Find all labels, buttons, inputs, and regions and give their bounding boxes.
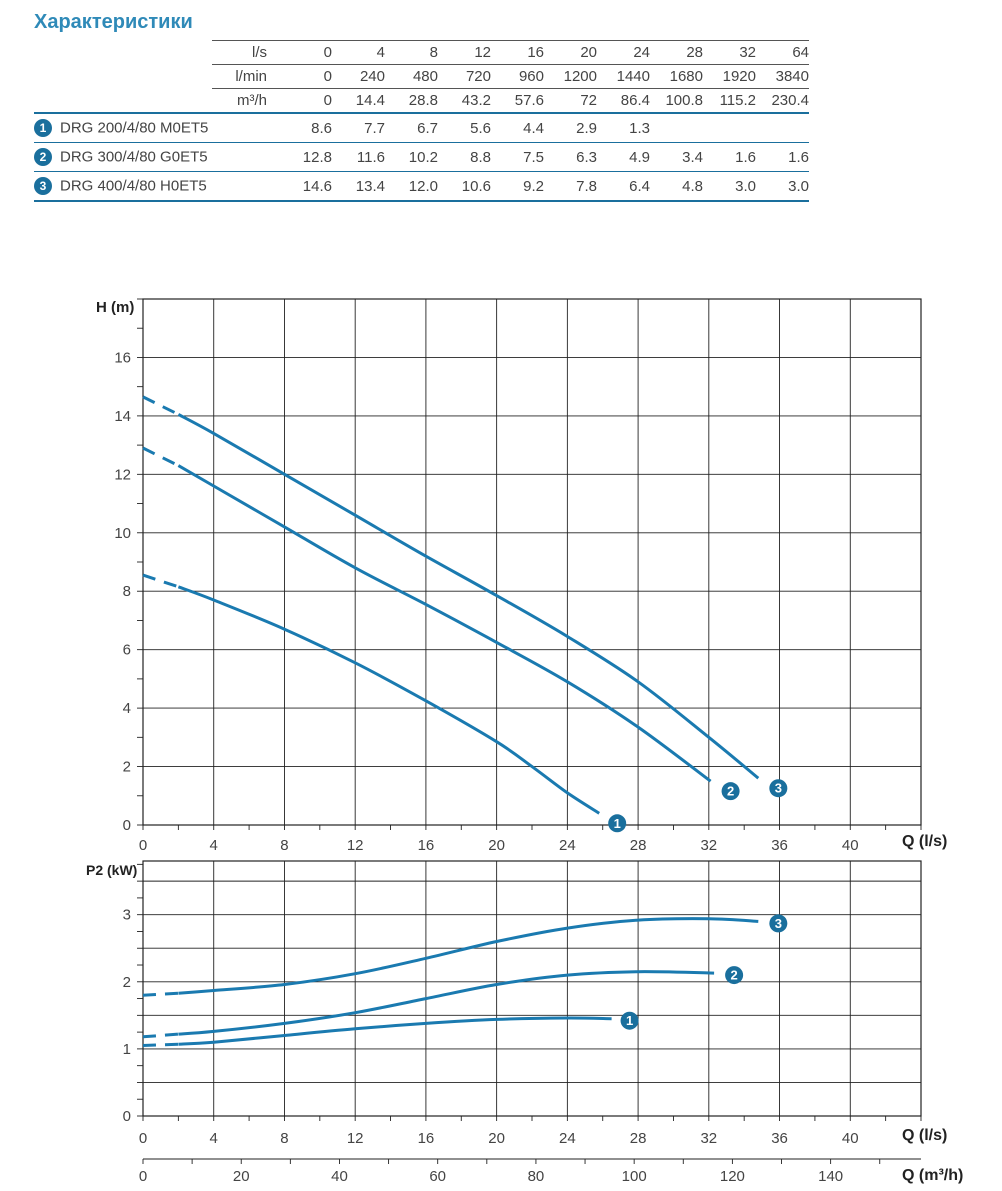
x-tick-label: 0 (138, 837, 148, 854)
x-tick-label: 0 (138, 1130, 148, 1147)
unit-value: 230.4 (756, 89, 809, 114)
unit-value: 72 (544, 89, 597, 114)
head-value: 7.5 (491, 143, 544, 172)
y-tick-label: 10 (114, 524, 131, 542)
unit-label: l/min (212, 65, 279, 89)
unit-value: 28.8 (385, 89, 438, 114)
head-value: 3.0 (703, 172, 756, 202)
x-tick-label: 24 (559, 837, 576, 854)
unit-value: 14.4 (332, 89, 385, 114)
model-name: DRG 200/4/80 M0ET5 (60, 119, 209, 137)
head-value: 1.6 (703, 143, 756, 172)
y-tick-label: 2 (122, 758, 131, 776)
x2-tick-label: 20 (232, 1168, 250, 1185)
unit-value: 1200 (544, 65, 597, 89)
x-tick-label: 4 (209, 1130, 218, 1147)
head-value: 1.3 (597, 113, 650, 143)
y-tick-label: 16 (114, 349, 131, 367)
x2-tick-label: 60 (429, 1168, 447, 1185)
unit-value: 8 (385, 41, 438, 65)
page-title: Характеристики (34, 11, 193, 33)
unit-value: 0 (279, 65, 332, 89)
unit-value: 12 (438, 41, 491, 65)
x2-tick-label: 40 (331, 1168, 348, 1185)
curve-label: 1 (613, 815, 621, 831)
head-value: 10.6 (438, 172, 491, 202)
head-value: 7.8 (544, 172, 597, 202)
y-tick-label: 3 (122, 906, 131, 924)
head-value: 8.8 (438, 143, 491, 172)
unit-value: 3840 (756, 65, 809, 89)
curve-label: 2 (726, 783, 735, 799)
unit-value: 0 (279, 89, 332, 114)
x-axis-title: Q (l/s) (902, 833, 948, 850)
head-value: 1.6 (756, 143, 809, 172)
x2-axis-title: Q (m³/h) (902, 1167, 964, 1184)
x2-tick-label: 120 (719, 1168, 745, 1185)
curve-label: 1 (625, 1013, 634, 1029)
unit-label: m³/h (212, 89, 279, 114)
head-value: 14.6 (279, 172, 332, 202)
head-value: 4.9 (597, 143, 650, 172)
unit-value: 720 (438, 65, 491, 89)
head-value: 11.6 (332, 143, 385, 172)
y-tick-label: 12 (114, 466, 131, 484)
y-tick-label: 14 (114, 407, 131, 425)
unit-value: 20 (544, 41, 597, 65)
x-tick-label: 32 (700, 1130, 718, 1147)
head-value: 3.0 (756, 172, 809, 202)
curve-label: 3 (774, 780, 782, 796)
unit-value: 240 (332, 65, 385, 89)
head-value: 6.7 (385, 113, 438, 143)
head-value: 12.0 (385, 172, 438, 202)
x-tick-label: 28 (629, 1130, 647, 1147)
unit-value: 100.8 (650, 89, 703, 114)
plot-frame (143, 861, 921, 1116)
y-axis-title: H (m) (96, 299, 135, 316)
head-value: 12.8 (279, 143, 332, 172)
x-tick-label: 36 (771, 837, 788, 854)
unit-value: 16 (491, 41, 544, 65)
head-value: 10.2 (385, 143, 438, 172)
x-tick-label: 8 (280, 837, 289, 854)
unit-value: 1920 (703, 65, 756, 89)
x-tick-label: 4 (209, 837, 218, 854)
model-badge: 2 (34, 148, 52, 166)
unit-value: 57.6 (491, 89, 544, 114)
y-tick-label: 0 (122, 1108, 131, 1125)
y-tick-label: 0 (122, 817, 131, 834)
y-tick-label: 6 (122, 641, 131, 659)
x-tick-label: 36 (771, 1130, 788, 1147)
head-value: 5.6 (438, 113, 491, 143)
x-tick-label: 8 (280, 1130, 289, 1147)
x2-tick-label: 80 (527, 1168, 545, 1185)
x-tick-label: 32 (700, 837, 718, 854)
head-value: 2.9 (544, 113, 597, 143)
x2-tick-label: 0 (138, 1168, 148, 1185)
x-tick-label: 40 (841, 1130, 859, 1147)
y-axis-title: P2 (kW) (86, 862, 138, 878)
unit-value: 0 (279, 41, 332, 65)
x-tick-label: 24 (559, 1130, 576, 1147)
unit-label: l/s (212, 41, 279, 65)
y-tick-label: 1 (122, 1040, 131, 1058)
x-tick-label: 12 (346, 1130, 364, 1147)
model-badge: 1 (34, 119, 52, 137)
unit-value: 1680 (650, 65, 703, 89)
head-value: 3.4 (650, 143, 703, 172)
unit-value: 1440 (597, 65, 650, 89)
model-badge: 3 (34, 177, 52, 195)
head-value: 6.3 (544, 143, 597, 172)
x-tick-label: 20 (488, 837, 505, 854)
x-tick-label: 20 (488, 1130, 505, 1147)
unit-value: 960 (491, 65, 544, 89)
x-tick-label: 40 (841, 837, 859, 854)
x-tick-label: 16 (417, 837, 435, 854)
x-tick-label: 12 (346, 837, 364, 854)
x-tick-label: 16 (417, 1130, 435, 1147)
model-name: DRG 300/4/80 G0ET5 (60, 148, 208, 166)
curve-label: 2 (730, 967, 738, 983)
head-value: 7.7 (332, 113, 385, 143)
unit-value: 64 (756, 41, 809, 65)
unit-value: 480 (385, 65, 438, 89)
head-value: 13.4 (332, 172, 385, 202)
unit-value: 28 (650, 41, 703, 65)
unit-value: 115.2 (703, 89, 756, 114)
unit-value: 4 (332, 41, 385, 65)
unit-value: 24 (597, 41, 650, 65)
head-value: 4.8 (650, 172, 703, 202)
x-tick-label: 28 (629, 837, 647, 854)
model-name: DRG 400/4/80 H0ET5 (60, 177, 207, 195)
x2-tick-label: 100 (621, 1168, 647, 1185)
head-value: 9.2 (491, 172, 544, 202)
y-tick-label: 4 (122, 700, 131, 718)
curve-label: 3 (774, 915, 782, 931)
unit-value: 43.2 (438, 89, 491, 114)
y-tick-label: 2 (122, 973, 131, 991)
head-value: 8.6 (279, 113, 332, 143)
unit-value: 32 (703, 41, 756, 65)
head-value: 6.4 (597, 172, 650, 202)
x-axis-title: Q (l/s) (902, 1127, 948, 1144)
plot-frame (143, 299, 921, 825)
head-value: 4.4 (491, 113, 544, 143)
x2-tick-label: 140 (818, 1168, 844, 1185)
y-tick-label: 8 (122, 583, 131, 601)
unit-value: 86.4 (597, 89, 650, 114)
